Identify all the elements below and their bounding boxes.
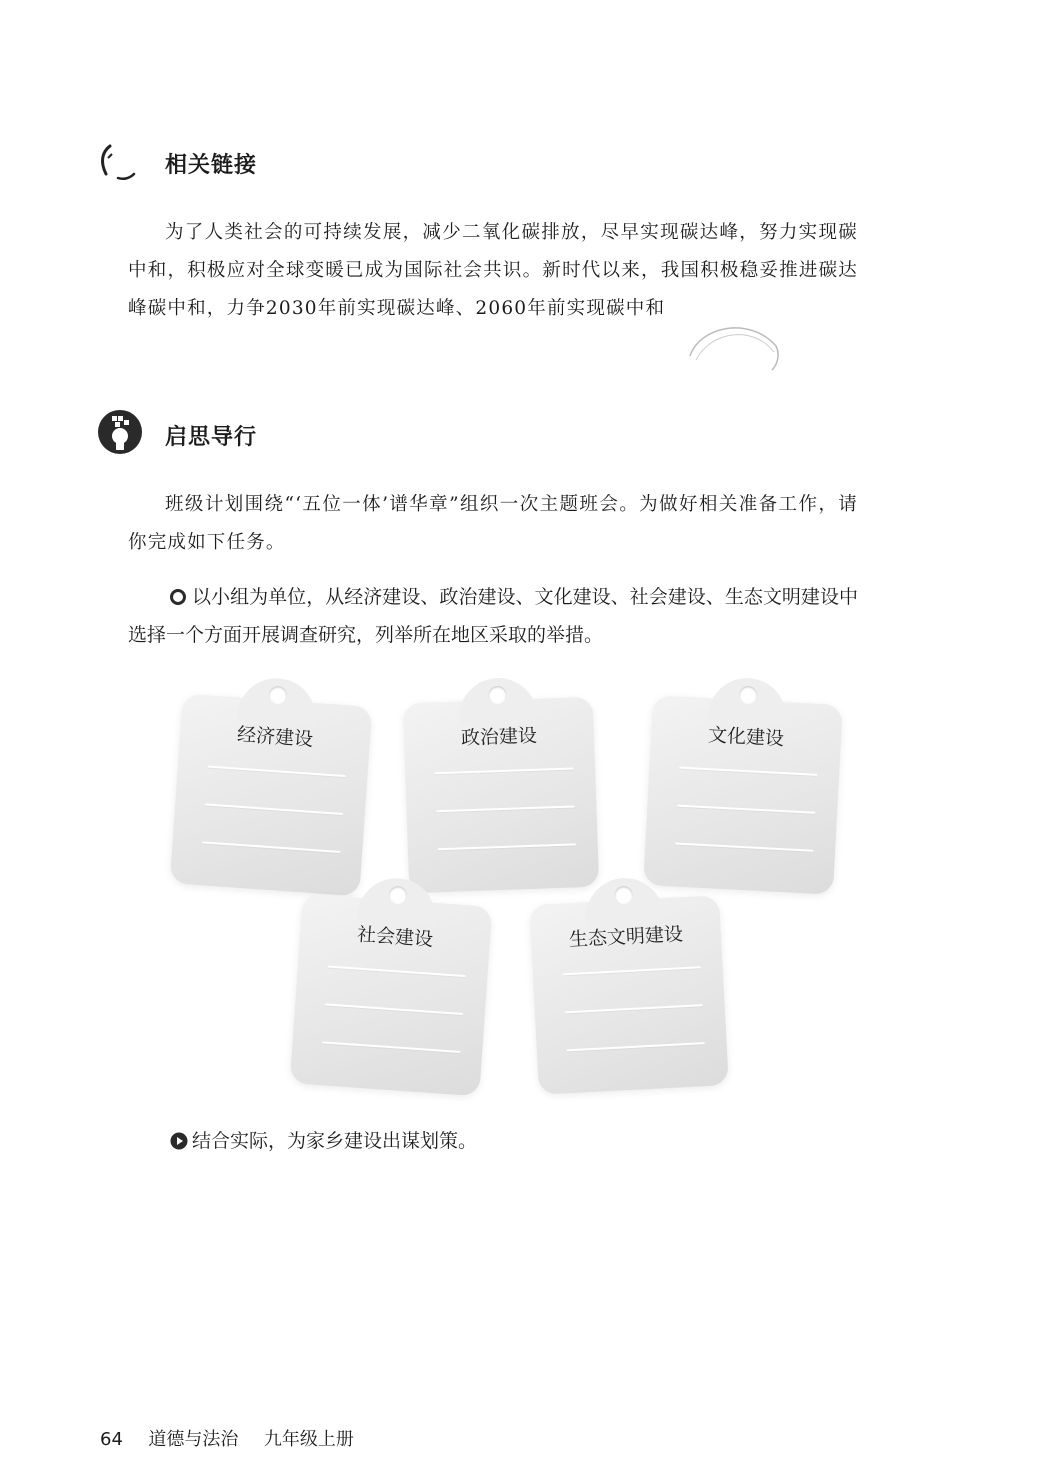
tag-hole — [268, 686, 287, 705]
tag-hole — [388, 886, 407, 905]
tag-hole — [739, 686, 758, 705]
lightbulb-head-icon — [96, 408, 144, 456]
tag-label: 生态文明建设 — [568, 923, 684, 952]
tag-hole — [614, 886, 633, 905]
play-bullet-icon — [170, 1132, 188, 1150]
tag-political — [403, 697, 600, 894]
task-one-text: 以小组为单位，从经济建设、政治建设、文化建设、社会建设、生态文明建设中选择一个方面开展调查研究，列举所在地区采取的举措。 — [128, 586, 858, 646]
tag-economic — [170, 694, 373, 897]
tag-label: 文化建设 — [707, 724, 785, 751]
tag-label: 经济建设 — [236, 723, 314, 751]
circle-bullet-icon — [170, 589, 186, 605]
tag-cultural — [643, 695, 843, 895]
book-title: 道德与法治 — [148, 1429, 239, 1450]
leaf-bracket-icon — [96, 140, 140, 184]
task-two-row — [170, 1126, 477, 1153]
grade-label: 九年级上册 — [263, 1429, 354, 1450]
tag-hole — [488, 686, 507, 705]
task-two-text: 结合实际，为家乡建设出谋划策。 — [192, 1130, 478, 1152]
tag-ecological — [529, 895, 729, 1095]
decorative-stroke — [680, 316, 790, 376]
task-one-paragraph — [128, 578, 858, 654]
section-title-guidance: 启思导行 — [165, 425, 258, 450]
page-footer — [100, 1425, 354, 1451]
guidance-intro-paragraph: 班级计划围绕“‘五位一体’谱华章”组织一次主题班会。为做好相关准备工作，请你完成如下任务。 — [128, 494, 858, 553]
page-number: 64 — [100, 1429, 123, 1450]
tag-label: 政治建设 — [460, 724, 538, 750]
related-links-paragraph: 为了人类社会的可持续发展，减少二氧化碳排放，尽早实现碳达峰，努力实现碳中和，积极应对全球变暖已成为国际社会共识。新时代以来，我国积极稳妥推进碳达峰碳中和，力争2030年前实现碳达峰、2060年前实现碳中和 — [128, 222, 858, 319]
section-title-related-links: 相关链接 — [165, 153, 258, 178]
tag-social — [290, 894, 493, 1097]
tag-label: 社会建设 — [356, 923, 434, 951]
